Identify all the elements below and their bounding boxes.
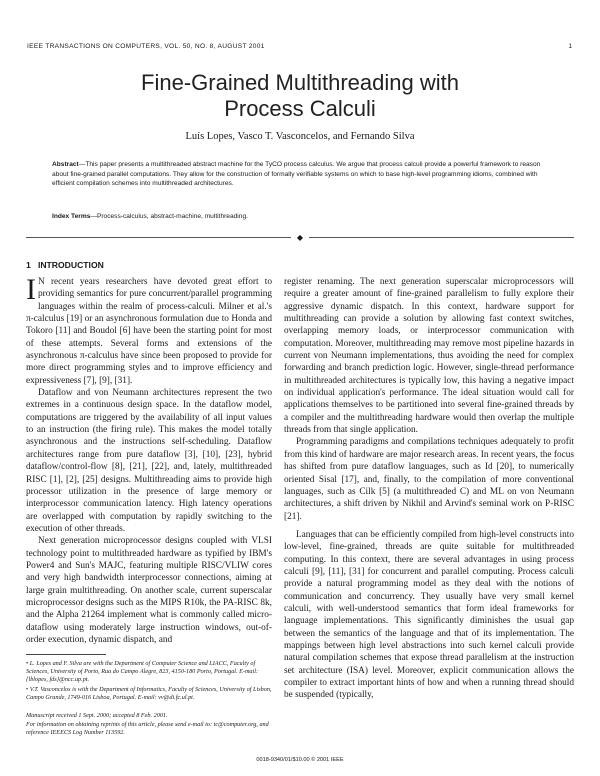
reprints-info: For information on obtaining reprints of this article, please send e-mail to: tc@computer.org, and reference IEEECS Log Number 113592.: [26, 721, 269, 737]
abstract-text: This paper presents a multithreaded abstract machine for the TyCO process calculus. We argue that process calculi provide a powerful framework to reason about fine-grained parallel computations. They allow for the construction of formally verifiable systems on which to base high-level programming idioms, combined with efficient compilation schemes into multithreaded architectures.: [52, 161, 541, 188]
section-number: 1: [26, 260, 31, 270]
divider-line-right: [309, 237, 574, 238]
index-terms-label: Index Terms: [52, 213, 91, 220]
title-line-1: Fine-Grained Multithreading with: [141, 70, 459, 95]
right-column: [284, 276, 574, 702]
author-list: Luís Lopes, Vasco T. Vasconcelos, and Fernando Silva: [185, 131, 415, 142]
paragraph: register renaming. The next generation superscalar microprocessors will require a greater amount of fine-grained parallelism to fully explore their aggressive dynamic dispatch. In this context, hardware support for multithreading can provide a solution by allowing fast context switches, overlapping memory loads, or interprocessor communication with computation. Moreover, multithreading may remove most pipeline hazards in current von Neumann implementations, thus avoiding the need for complex forwarding and branch prediction logic. However, single-thread performance in multithreaded architectures is typically low, this having a negative impact on individual application's performance. The ideal situation would call for applications themselves to be partitioned into several fine-grained threads by a compiler and the multithreading hardware would then overlap the multiple threads from that single application.: [284, 277, 574, 436]
bullet: •: [26, 660, 29, 667]
index-terms: Index Terms—Process-calculus, abstract-machine, multithreading.: [52, 213, 248, 220]
abstract-label: Abstract: [52, 161, 79, 168]
title-line-2: Process Calculi: [224, 96, 376, 121]
left-column: [26, 273, 272, 646]
section-title: INTRODUCTION: [37, 260, 104, 270]
index-terms-text: Process-calculus, abstract-machine, multithreading.: [96, 213, 248, 220]
paragraph: Next generation microprocessor designs coupled with VLSI technology point to multithreaded hardware as typified by IBM's Power4 and Sun's MAJC, featuring multiple RISC/VLIW cores and very high bandwidth interprocessor connections, aiming at large grain multithreading. On another scale, current superscalar microprocessor designs such as the MIPS R10k, the PA-RISC 8k, and the Alpha 21264 implement what is commonly called micro-dataflow using moderately large instruction windows, out-of-order execution, dynamic dispatch, and: [26, 536, 272, 645]
drop-cap: I: [26, 273, 36, 306]
page-number: 1: [568, 43, 572, 50]
paragraph: Programming paradigms and compilations techniques adequately to profit from this kind of hardware are major research areas. In recent years, the focus has shifted from pure dataflow languages, such as Id [20], to numerically oriented Sisal [17], and, finally, to the compilation of more conventional languages, such as Cilk [5] (a multithreaded C) and ML on von Neumann architectures, a shift driven by Nikhil and Arvind's seminal work on P-RISC [21].: [284, 437, 574, 522]
copyright-footer: 0018-9340/01/$10.00 © 2001 IEEE: [256, 757, 344, 763]
paragraph: Languages that can be efficiently compiled from high-level constructs into low-level, fine-grained, threads are quite suitable for multithreaded computing. In this context, there are several advantages in using process calculi [9], [11], [31] for concurrent and parallel computing. Process calculi provide a natural programming model as they deal with the notions of communication and concurrency. They usually have very small kernel calculi, with well-understood semantics that form ideal frameworks for language implementations. This significantly diminishes the usual gap between the semantics of the language and that of its implementation. The mappings between high level abstractions into such kernel calculi provide natural compilation schemes that expose thread parallelism at the instruction set architecture (ISA) level. Moreover, explicit communication allows the compiler to extract important hints of how and when a running thread should be suspended (typically,: [284, 529, 574, 701]
section-heading: [26, 260, 104, 270]
footnote-rule: [26, 654, 106, 655]
diamond-icon: ◆: [296, 233, 304, 242]
paper-title: [0, 70, 600, 122]
abstract: Abstract—This paper presents a multithreaded abstract machine for the TyCO process calculus. We argue that process calculi provide a powerful framework to reason about fine-grained parallel computations. They allow for the construction of formally verifiable systems on which to base high-level programming idioms, combined with efficient compilation schemes into multithreaded architectures.: [52, 161, 541, 188]
footnote-1: [26, 660, 272, 685]
running-header: IEEE TRANSACTIONS ON COMPUTERS, VOL. 50, NO. 8, AUGUST 2001: [27, 43, 265, 50]
bullet: •: [26, 686, 29, 693]
section-divider: [26, 233, 574, 243]
first-word-initial: N: [38, 277, 45, 287]
footnote-text: V.T. Vasconcelos is with the Department of Informatics, Faculty of Sciences, University of Lisbon, Campo Grande, 1749-016 Lisboa, Portugal. E-mail: vv@di.fc.ul.pt.: [26, 686, 272, 702]
manuscript-received: Manuscript received 1 Sept. 2000; accepted 8 Feb. 2001.: [26, 712, 168, 719]
paragraph: [26, 273, 272, 387]
divider-line-left: [26, 237, 291, 238]
paragraph-text: recent years researchers have devoted great effort to providing semantics for pure concurrent/parallel programming languages within the realm of process-calculi. Milner et al.'s π-calculus [19] or an asynchronous formulation due to Honda and Tokoro [11] and Boudol [6] have been the starting point for most of these attempts. Several forms and extensions of the asynchronous π-calculus have since been proposed to provide for more direct programming styles and to improve efficiency and expressiveness [7], [9], [31].: [26, 277, 272, 386]
footnote-text: L. Lopes and F. Silva are with the Department of Computer Science and LIACC, Faculty of Sciences, University of Porto, Rua do Campo Alegre, 823, 4150-180 Porto, Portugal. E-mail: {lblopes, fds}@ncc.up.pt.: [26, 660, 259, 684]
footnote-2: [26, 686, 272, 702]
paragraph: Dataflow and von Neumann architectures represent the two extremes in a continuous design space. In the dataflow model, computations are triggered by the availability of all input values to an instruction (the firing rule). This makes the model totally asynchronous and the instructions self-scheduling. Dataflow architectures range from pure dataflow [3], [10], [23], hybrid dataflow/control-flow [8], [21], [22], and, lately, multithreaded RISC [1], [2], [25] designs. Multithreading aims to provide high processor utilization in the presence of large memory or interprocessor communication latency. High latency operations are overlapped with computation by rapidly switching to the execution of other threads.: [26, 388, 272, 534]
